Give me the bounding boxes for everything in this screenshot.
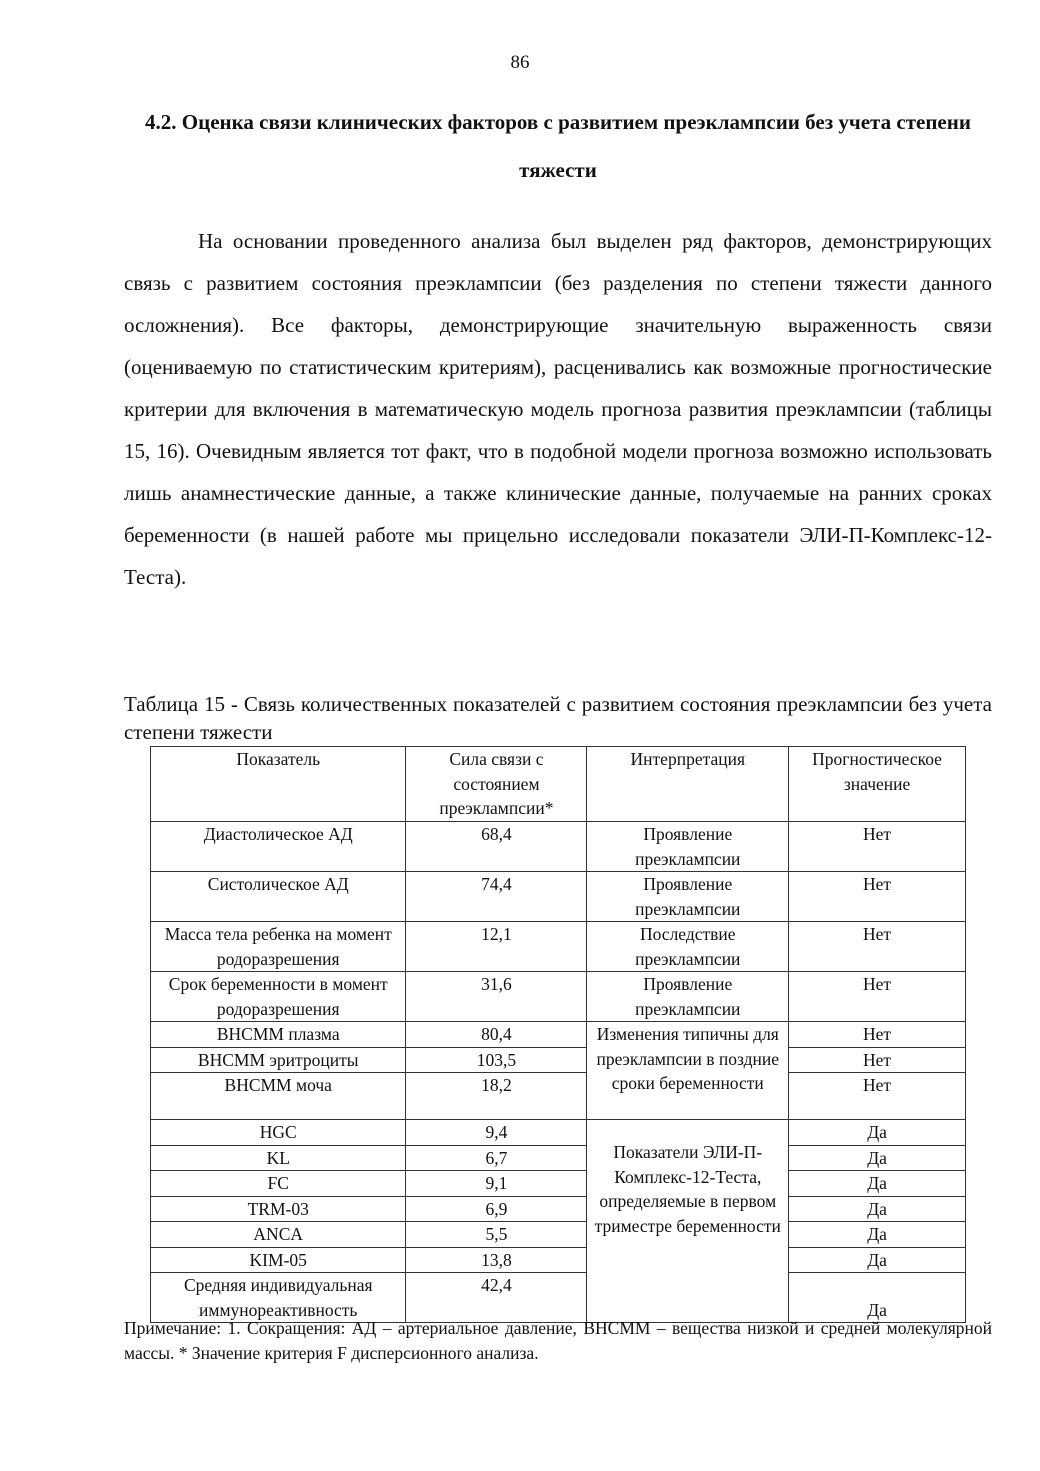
header-prognostic: Прогностическое значение	[789, 747, 966, 822]
table-header-row	[151, 747, 966, 822]
section-title: 4.2. Оценка связи клинических факторов с развитием преэклампсии без учета степени тяжести	[145, 110, 971, 182]
table-row	[151, 1047, 966, 1073]
body-paragraph: На основании проведенного анализа был выделен ряд факторов, демонстрирующих связь с развитием состояния преэклампсии (без разделения по степени тяжести данного осложнения). Все факторы, демонстрирующие значительную выраженность связи (оцениваемую по статистическим критериям), расценивались как возможные прогностические критерии для включения в математическую модель прогноза развития преэклампсии (таблицы 15, 16). Очевидным является тот факт, что в подобной модели прогноза возможно использовать лишь анамнестические данные, а также клинические данные, получаемые на ранних сроках беременности (в нашей работе мы прицельно исследовали показатели ЭЛИ-П-Комплекс-12-Теста).	[124, 229, 992, 589]
table-row	[151, 822, 966, 872]
cell-prognostic: Нет	[789, 1073, 966, 1120]
table-row	[151, 872, 966, 922]
cell-prognostic: Да	[789, 1247, 966, 1273]
cell-indicator: ВНСММ эритроциты	[151, 1047, 406, 1073]
table-row	[151, 1247, 966, 1273]
table-caption: Таблица 15 - Связь количественных показателей с развитием состояния преэклампсии без учета степени тяжести	[124, 692, 992, 744]
cell-indicator: Диастолическое АД	[151, 822, 406, 872]
cell-indicator: FC	[151, 1171, 406, 1197]
cell-prognostic: Нет	[789, 1022, 966, 1048]
cell-strength: 6,9	[406, 1196, 587, 1222]
cell-indicator: Систолическое АД	[151, 872, 406, 922]
cell-indicator: ANCA	[151, 1222, 406, 1248]
table-row	[151, 1145, 966, 1171]
cell-prognostic: Да	[789, 1222, 966, 1248]
cell-strength: 9,1	[406, 1171, 587, 1197]
cell-indicator: KIM-05	[151, 1247, 406, 1273]
table-row	[151, 1222, 966, 1248]
cell-prognostic: Да	[789, 1171, 966, 1197]
table-row	[151, 972, 966, 1022]
cell-strength: 74,4	[406, 872, 587, 922]
table-row	[151, 922, 966, 972]
cell-prognostic: Нет	[789, 822, 966, 872]
table-row	[151, 1273, 966, 1323]
table-note: Примечание: 1. Сокращения: АД – артериальное давление, ВНСММ – вещества низкой и средней молекулярной массы. * Значение критерия F дисперсионного анализа.	[124, 1318, 992, 1363]
header-interpretation: Интерпретация	[587, 747, 789, 822]
cell-strength: 9,4	[406, 1120, 587, 1146]
cell-strength: 31,6	[406, 972, 587, 1022]
cell-prognostic: Нет	[789, 972, 966, 1022]
cell-prognostic: Нет	[789, 1047, 966, 1073]
cell-indicator: TRM-03	[151, 1196, 406, 1222]
cell-indicator: ВНСММ плазма	[151, 1022, 406, 1048]
header-indicator: Показатель	[151, 747, 406, 822]
cell-strength: 13,8	[406, 1247, 587, 1273]
cell-prognostic: Нет	[789, 872, 966, 922]
cell-indicator: Средняя индивидуальная иммунореактивность	[151, 1273, 406, 1323]
header-strength: Сила связи с состоянием преэклампсии*	[406, 747, 587, 822]
results-table	[150, 746, 966, 1323]
cell-indicator: Срок беременности в момент родоразрешения	[151, 972, 406, 1022]
cell-strength: 12,1	[406, 922, 587, 972]
cell-interpretation: Проявление преэклампсии	[587, 822, 789, 872]
cell-prognostic: Да	[789, 1196, 966, 1222]
cell-prognostic: Да	[789, 1145, 966, 1171]
cell-strength: 5,5	[406, 1222, 587, 1248]
cell-interpretation: Последствие преэклампсии	[587, 922, 789, 972]
cell-interpretation: Изменения типичны для преэклампсии в поздние сроки беременности	[587, 1022, 789, 1120]
cell-interpretation: Проявление преэклампсии	[587, 872, 789, 922]
page-number: 86	[510, 52, 530, 73]
cell-strength: 6,7	[406, 1145, 587, 1171]
cell-strength: 103,5	[406, 1047, 587, 1073]
cell-indicator: KL	[151, 1145, 406, 1171]
cell-indicator: HGC	[151, 1120, 406, 1146]
table-row	[151, 1196, 966, 1222]
cell-prognostic: Да	[789, 1273, 966, 1323]
table-row	[151, 1120, 966, 1146]
cell-strength: 68,4	[406, 822, 587, 872]
cell-strength: 18,2	[406, 1073, 587, 1120]
table-row	[151, 1022, 966, 1048]
cell-interpretation: Показатели ЭЛИ-П-Комплекс-12-Теста, определяемые в первом триместре беременности	[587, 1120, 789, 1323]
cell-prognostic: Да	[789, 1120, 966, 1146]
table-row	[151, 1171, 966, 1197]
table-row	[151, 1073, 966, 1120]
cell-prognostic: Нет	[789, 922, 966, 972]
cell-indicator: Масса тела ребенка на момент родоразрешения	[151, 922, 406, 972]
cell-interpretation: Проявление преэклампсии	[587, 972, 789, 1022]
cell-strength: 80,4	[406, 1022, 587, 1048]
cell-indicator: ВНСММ моча	[151, 1073, 406, 1120]
cell-strength: 42,4	[406, 1273, 587, 1323]
